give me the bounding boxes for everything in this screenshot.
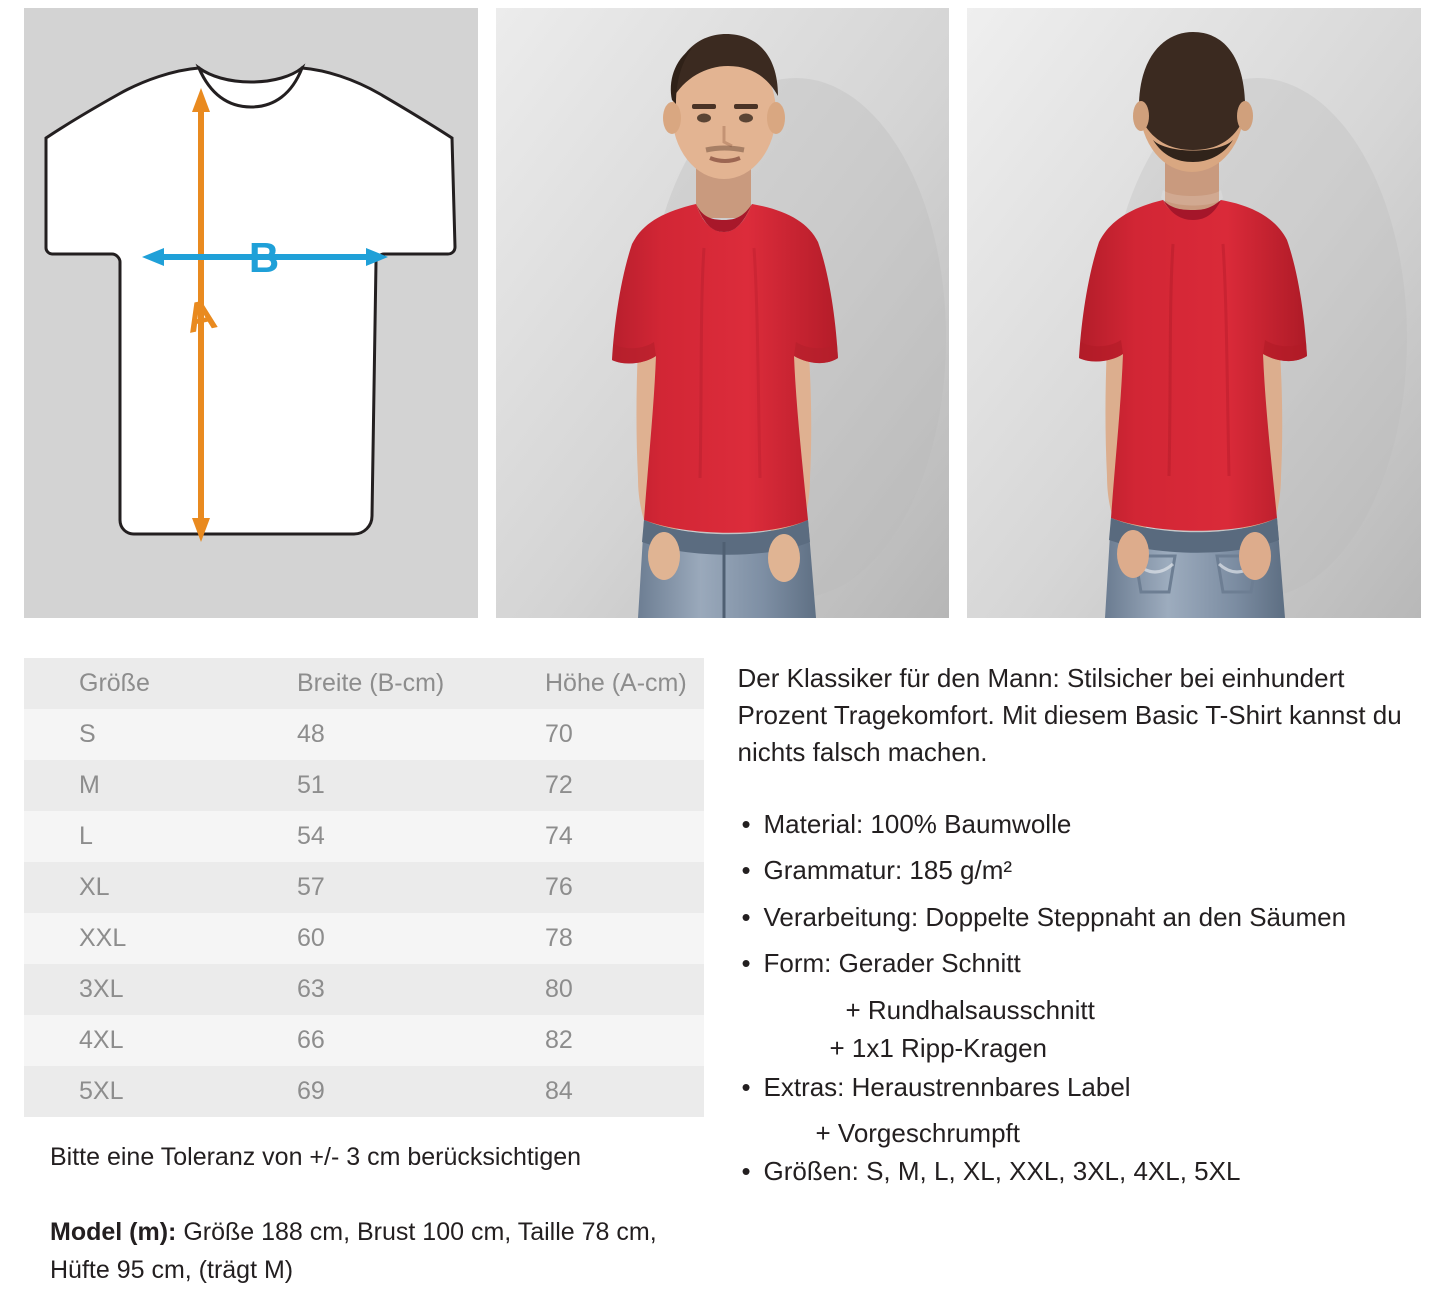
image-row — [0, 0, 1445, 618]
label-b: B — [248, 234, 280, 281]
feature-extras: • Extras: Heraustrennbares Label — [738, 1068, 1422, 1106]
cell-width: 69 — [297, 1077, 325, 1105]
cell-width: 66 — [297, 1026, 325, 1054]
column-header-height: Höhe (A-cm) — [545, 669, 687, 697]
feature-processing: • Verarbeitung: Doppelte Steppnaht an den Säumen — [738, 898, 1422, 936]
table-header-row — [24, 658, 704, 709]
tolerance-note: Bitte eine Toleranz von +/- 3 cm berücksichtigen — [50, 1143, 582, 1171]
lower-content — [0, 618, 1445, 1289]
model-front-photo — [496, 8, 950, 618]
cell-size: XXL — [79, 924, 127, 952]
model-back-photo — [967, 8, 1421, 618]
table-row — [24, 811, 704, 862]
cell-size: S — [79, 720, 96, 748]
label-a: A — [181, 289, 221, 342]
cell-width: 51 — [297, 771, 325, 799]
feature-material: • Material: 100% Baumwolle — [738, 805, 1422, 843]
table-row — [24, 1015, 704, 1066]
feature-weight: • Grammatur: 185 g/m² — [738, 851, 1422, 889]
cell-width: 63 — [297, 975, 325, 1003]
cell-size: XL — [79, 873, 110, 901]
cell-height: 74 — [545, 822, 573, 850]
cell-width: 57 — [297, 873, 325, 901]
column-header-size: Größe — [79, 669, 150, 697]
cell-height: 82 — [545, 1026, 573, 1054]
cell-height: 76 — [545, 873, 573, 901]
model-front-illustration — [496, 8, 950, 618]
size-table — [24, 658, 704, 1117]
feature-sizes: • Größen: S, M, L, XL, XXL, 3XL, 4XL, 5XL — [738, 1152, 1422, 1190]
feature-list — [738, 805, 1422, 983]
column-header-width: Breite (B-cm) — [297, 669, 445, 697]
feature-extras-sub-1: + Vorgeschrumpft — [815, 1118, 1020, 1148]
cell-size: 4XL — [79, 1026, 124, 1054]
cell-width: 54 — [297, 822, 325, 850]
feature-list-extras — [738, 1068, 1422, 1106]
table-row — [24, 913, 704, 964]
feature-shape-sub-2: + 1x1 Ripp-Kragen — [829, 1033, 1048, 1064]
cell-height: 72 — [545, 771, 573, 799]
table-row — [24, 964, 704, 1015]
table-row — [24, 1066, 704, 1117]
feature-shape-sub-1: + Rundhalsausschnitt — [845, 994, 1095, 1025]
table-row — [24, 760, 704, 811]
cell-width: 48 — [297, 720, 325, 748]
feature-list-sizes — [738, 1152, 1422, 1190]
cell-size: M — [79, 771, 100, 799]
description-intro: Der Klassiker für den Mann: Stilsicher bei einhundert Prozent Tragekomfort. Mit diesem Basic T-Shirt kannst du nichts falsch machen. — [737, 663, 1402, 767]
tshirt-outline-svg — [24, 8, 478, 618]
size-table-wrapper — [24, 658, 708, 1289]
cell-height: 84 — [545, 1077, 573, 1105]
feature-shape: • Form: Gerader Schnitt — [738, 944, 1422, 982]
model-info — [50, 1214, 708, 1289]
cell-size: L — [79, 822, 93, 850]
cell-height: 70 — [545, 720, 573, 748]
cell-height: 80 — [545, 975, 573, 1003]
cell-width: 60 — [297, 924, 325, 952]
cell-size: 3XL — [79, 975, 124, 1003]
cell-height: 78 — [545, 924, 573, 952]
table-row — [24, 709, 704, 760]
model-back-illustration — [967, 8, 1421, 618]
cell-size: 5XL — [79, 1077, 124, 1105]
table-row — [24, 862, 704, 913]
description-column — [738, 658, 1422, 1289]
model-label: Model (m): — [50, 1218, 177, 1246]
tshirt-measure-diagram-panel — [24, 8, 478, 618]
model-text: Größe 188 cm, Brust 100 cm, Taille 78 cm, Hüfte 95 cm, (trägt M) — [50, 1218, 657, 1284]
